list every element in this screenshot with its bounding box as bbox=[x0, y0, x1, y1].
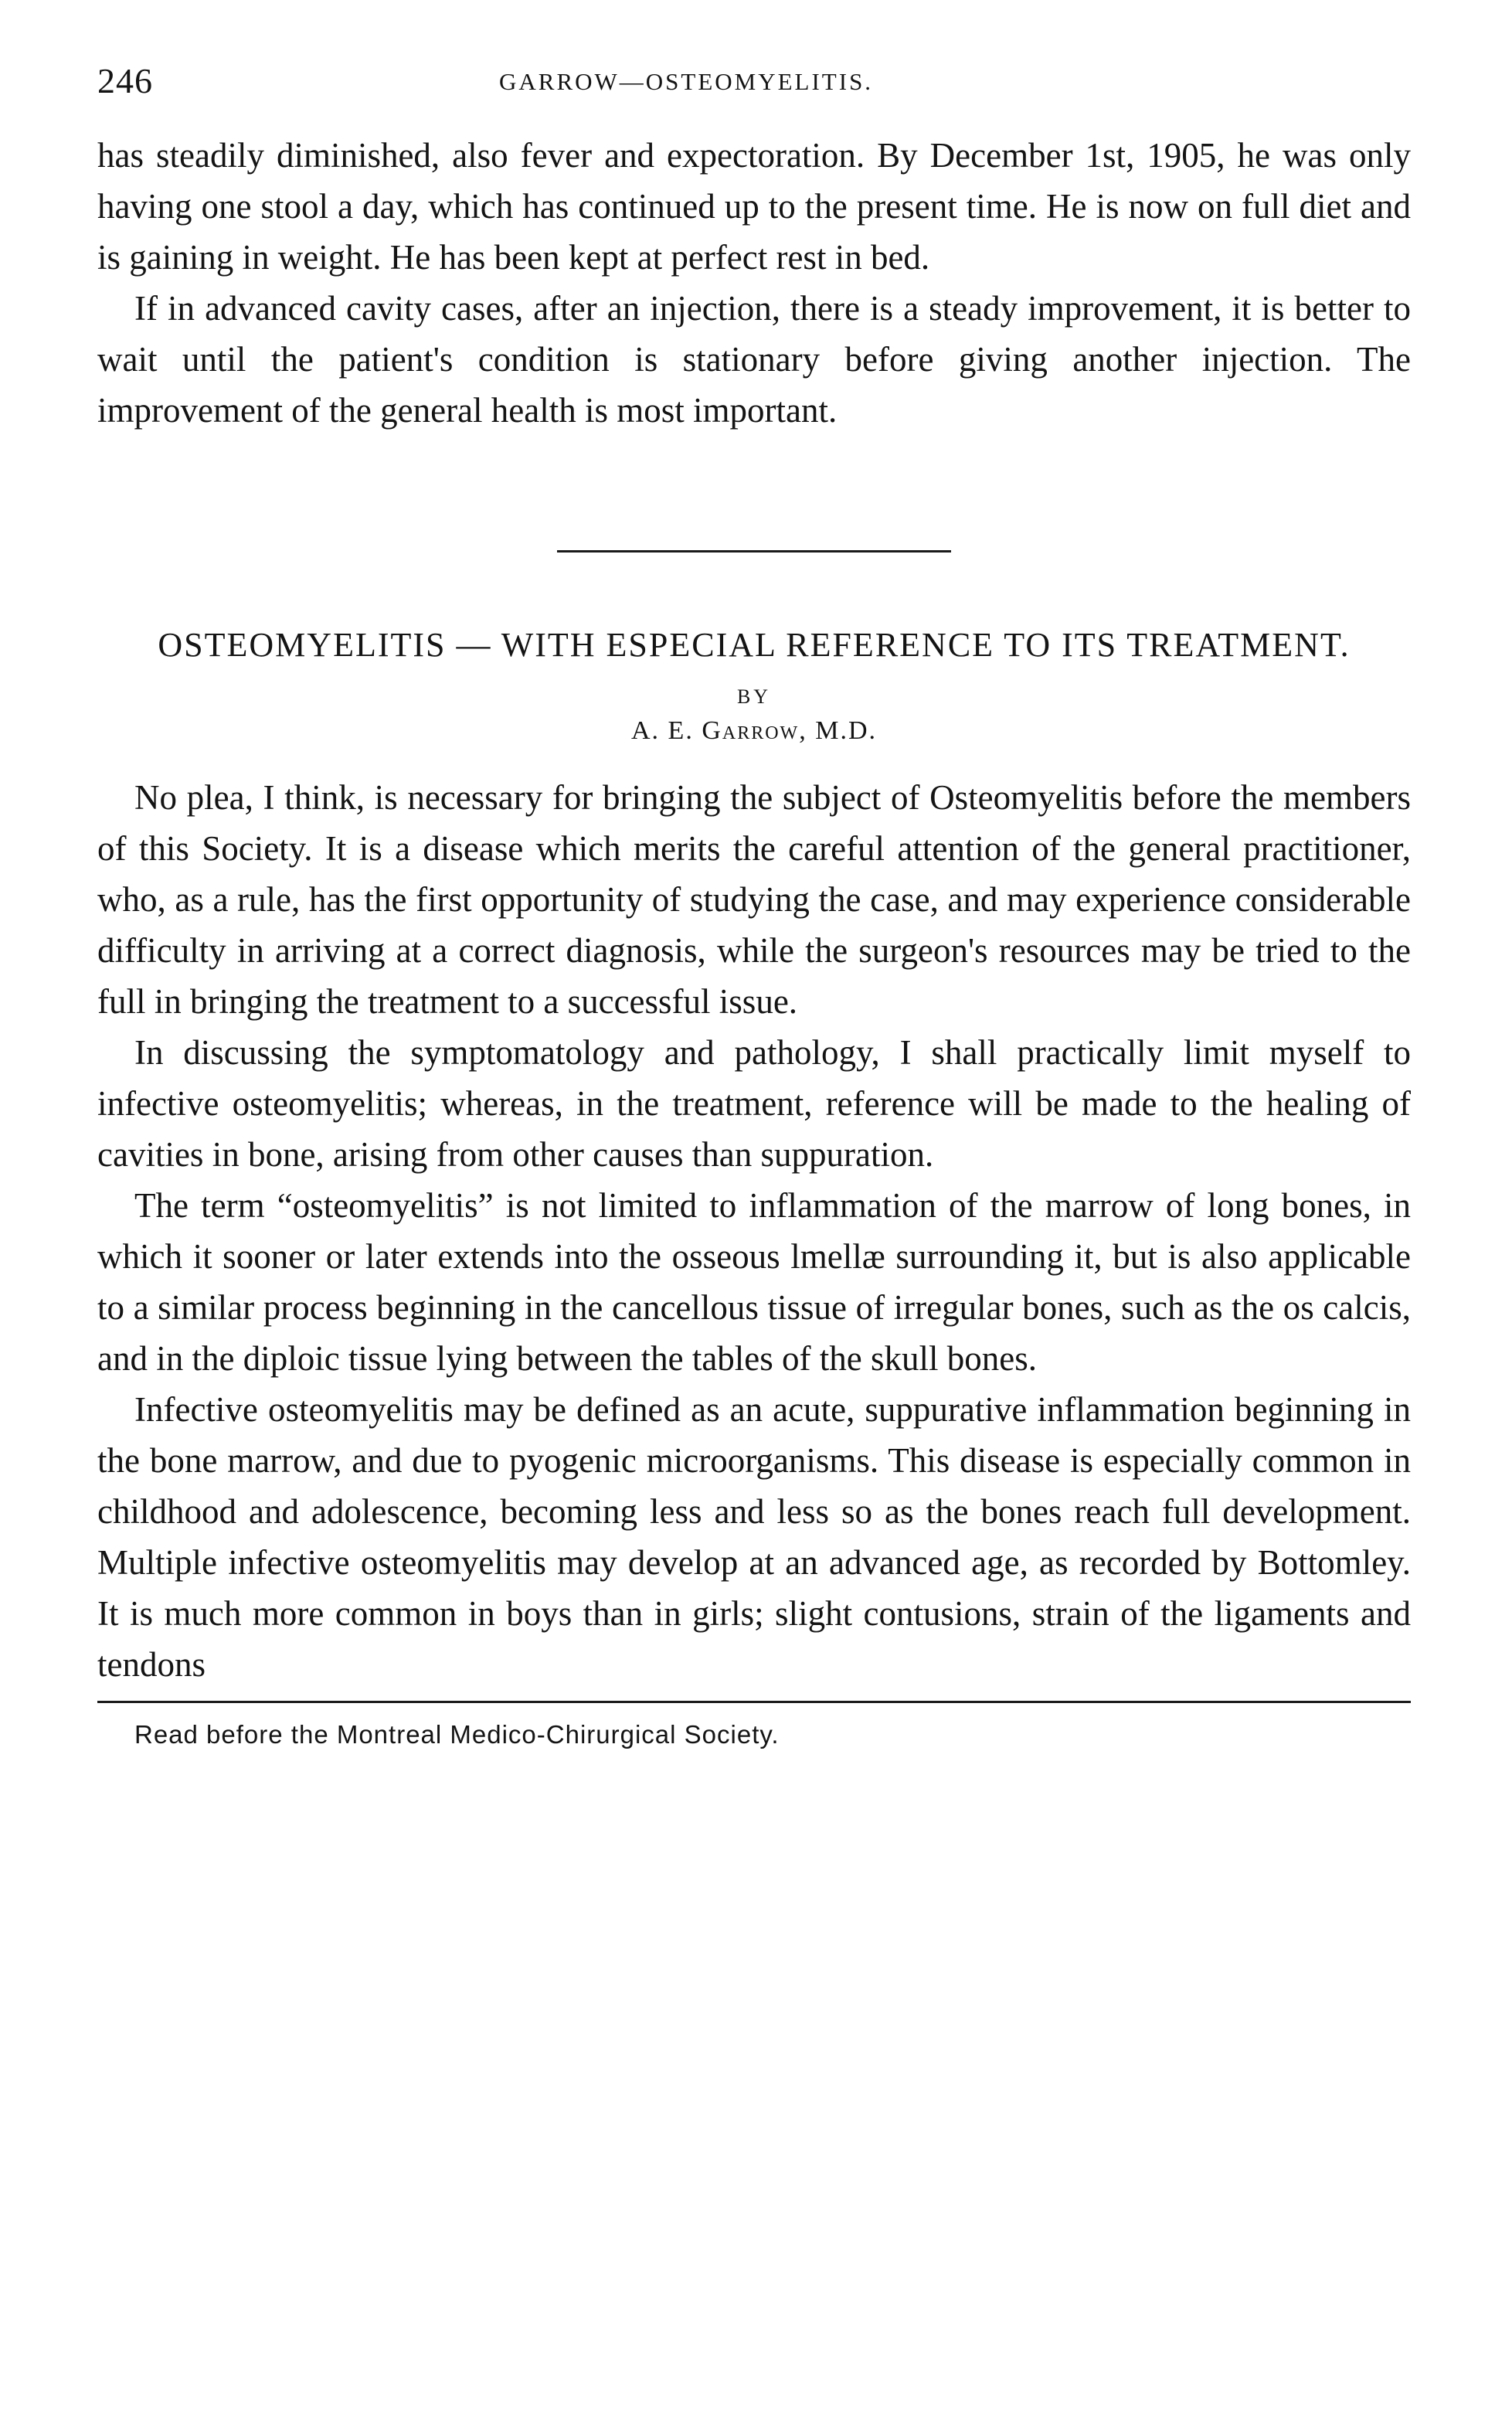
page-number: 246 bbox=[97, 61, 153, 100]
byline-by bbox=[97, 685, 1411, 709]
previous-article-paragraph-2: If in advanced cavity cases, after an injection, there is a steady improvement, it is better to wait until the patient's condition is stationary before giving another injection. The improvement of the general health is most important. bbox=[97, 289, 1411, 430]
article-paragraph-2: In discussing the symptomatology and pathology, I shall practically limit myself to infective osteomyelitis; whereas, in the treatment, reference will be made to the healing of cavities in bone, arising from other causes than suppuration. bbox=[97, 1033, 1411, 1174]
article-paragraph-1: No plea, I think, is necessary for bringing the subject of Osteomyelitis before the members of this Society. It is a disease which merits the careful attention of the general practitioner, who, as a rule, has the first opportunity of studying the case, and may experience considerable difficulty in arriving at a correct diagnosis, while the surgeon's resources may be tried to the full in bringing the treatment to a successful issue. bbox=[97, 778, 1411, 1021]
footnote-text: Read before the Montreal Medico-Chirurgical Society. bbox=[134, 1720, 780, 1749]
running-head bbox=[97, 60, 1411, 114]
article-paragraph-3: The term “osteomyelitis” is not limited to inflammation of the marrow of long bones, in which it sooner or later extends into the osseous lmellæ surrounding it, but is also applicable to a similar process beginning in the cancellous tissue of irregular bones, such as the os calcis, and in the diploic tissue lying between the tables of the skull bones. bbox=[97, 1186, 1411, 1378]
previous-article-paragraph-1: has steadily diminished, also fever and expectoration. By December 1st, 1905, he was only having one stool a day, which has continued up to the present time. He is now on full diet and is gaining in weight. He has been kept at perfect rest in bed. bbox=[97, 136, 1411, 277]
running-title: GARROW—OSTEOMYELITIS. bbox=[499, 68, 874, 95]
section-divider bbox=[557, 550, 951, 552]
previous-article-end bbox=[97, 130, 1411, 436]
article-author: A. E. Garrow, M.D. bbox=[631, 716, 877, 745]
article-title bbox=[97, 619, 1411, 672]
byline-by-text: BY bbox=[736, 685, 772, 708]
journal-page bbox=[97, 60, 1411, 2348]
article-body bbox=[97, 772, 1411, 1690]
article-title-text: OSTEOMYELITIS — WITH ESPECIAL REFERENCE TO ITS TREATMENT. bbox=[158, 626, 1351, 664]
footnote bbox=[97, 1720, 1411, 1749]
article-paragraph-4: Infective osteomyelitis may be defined as an acute, suppurative inflammation beginning in the bone marrow, and due to pyogenic microorganisms. This disease is especially common in childhood and adolescence, becoming less and less so as the bones reach full development. Multiple infective osteomyelitis may develop at an advanced age, as recorded by Bottomley. It is much more common in boys than in girls; slight contusions, strain of the ligaments and tendons bbox=[97, 1390, 1411, 1684]
footnote-divider bbox=[97, 1701, 1411, 1703]
